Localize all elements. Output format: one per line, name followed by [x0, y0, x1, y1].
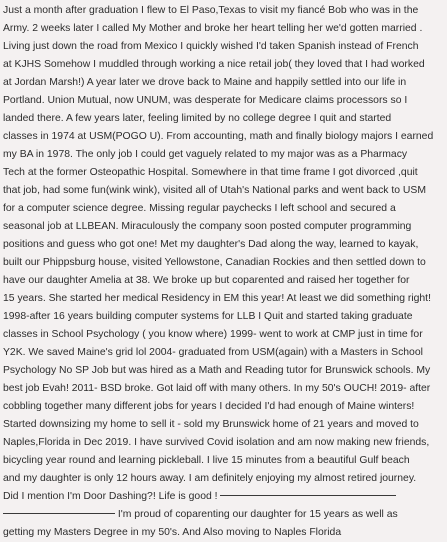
story-line: have our daughter Amelia at 38. We broke up but coparented and raised her together for	[3, 275, 410, 286]
story-line: Portland. Union Mutual, now UNUM, was desperate for Medicare claims processors so I	[3, 95, 408, 106]
story-line-with-rule	[3, 488, 444, 506]
proud-line-text: I'm proud of coparenting our daughter for 15 years as well as	[117, 509, 398, 520]
divider-rule	[220, 495, 396, 496]
story-line: for a computer science degree. Missing regular paychecks I left school and secured a	[3, 203, 396, 214]
story-line: 15 years. She started her medical Residency in EM this year! At least we did something right!	[3, 293, 431, 304]
story-line: landed there. A few years later, feeling limited by no college degree I quit and started	[3, 113, 392, 124]
story-line: that job, had some fun(wink wink), visited all of Utah's National parks and went back to USM	[3, 185, 427, 196]
story-line: at Jordan Marsh!) A year later we drove back to Maine and happily settled into our life in	[3, 77, 407, 88]
story-line: cobbling together many different jobs for years I decided I'd had enough of Maine winters!	[3, 401, 415, 412]
story-line: Psychology No SP Job but was hired as a Math and Reading tutor for Brunswick schools. My	[3, 365, 431, 376]
story-line: bicycling year round and learning pickleball. I live 15 minutes from a beautiful Gulf beach	[3, 455, 410, 466]
story-line: built our Phippsburg house, visited Yellowstone, Canadian Rockies and then settled down to	[3, 257, 426, 268]
story-line: Tech at the former Osteopathic Hospital. Somewhere in that time frame I got divorced ,quit	[3, 167, 418, 178]
story-line: and my daughter is only 12 hours away. I am definitely enjoying my almost retired journey.	[3, 473, 417, 484]
story-line: classes in 1974 at USM(POGO U). From accounting, math and finally biology majors I earned	[3, 131, 434, 142]
story-line: at KJHS Somehow I muddled through working a nice retail job( they loved that I had worked	[3, 59, 425, 70]
divider-rule	[3, 513, 115, 514]
story-line: 1998-after 16 years building computer systems for LLB I Quit and started taking graduate	[3, 311, 413, 322]
story-line: seasonal job at LLBEAN. Miraculously the company soon posted computer programming	[3, 221, 412, 232]
story-line: Just a month after graduation I flew to El Paso,Texas to visit my fiancé Bob who was in the	[3, 5, 419, 16]
story-line: Naples,Florida in Dec 2019. I have survived Covid isolation and am now making new friends,	[3, 437, 430, 448]
story-line: Started downsizing my home to sell it - sold my Brunswick home of 21 years and moved to	[3, 419, 419, 430]
story-line: positions and guess who got one! Met my daughter's Dad along the way, learned to kayak,	[3, 239, 419, 250]
story-line: Y2K. We saved Maine's grid lol 2004- graduated from USM(again) with a Masters in School	[3, 347, 423, 358]
story-line: Living just down the road from Mexico I quickly wished I'd taken Spanish instead of French	[3, 41, 419, 52]
story-line: classes in School Psychology ( you know where) 1999- went to work at CMP just in time for	[3, 329, 423, 340]
closing-line: getting my Masters Degree in my 50's. And Also moving to Naples Florida	[3, 527, 342, 538]
story-text	[3, 2, 444, 542]
story-line: Army. 2 weeks later I called My Mother and broke her heart telling her we'd gotten married .	[3, 23, 423, 34]
story-line: my BA in 1978. The only job I could get vaguely related to my major was as a Pharmacy	[3, 149, 408, 160]
proud-line	[3, 506, 444, 524]
story-line: best job Evah! 2011- BSD broke. Got laid off with many others. In my 50's OUCH! 2019- after	[3, 383, 431, 394]
story-line-text: Did I mention I'm Door Dashing?! Life is good !	[3, 491, 218, 502]
